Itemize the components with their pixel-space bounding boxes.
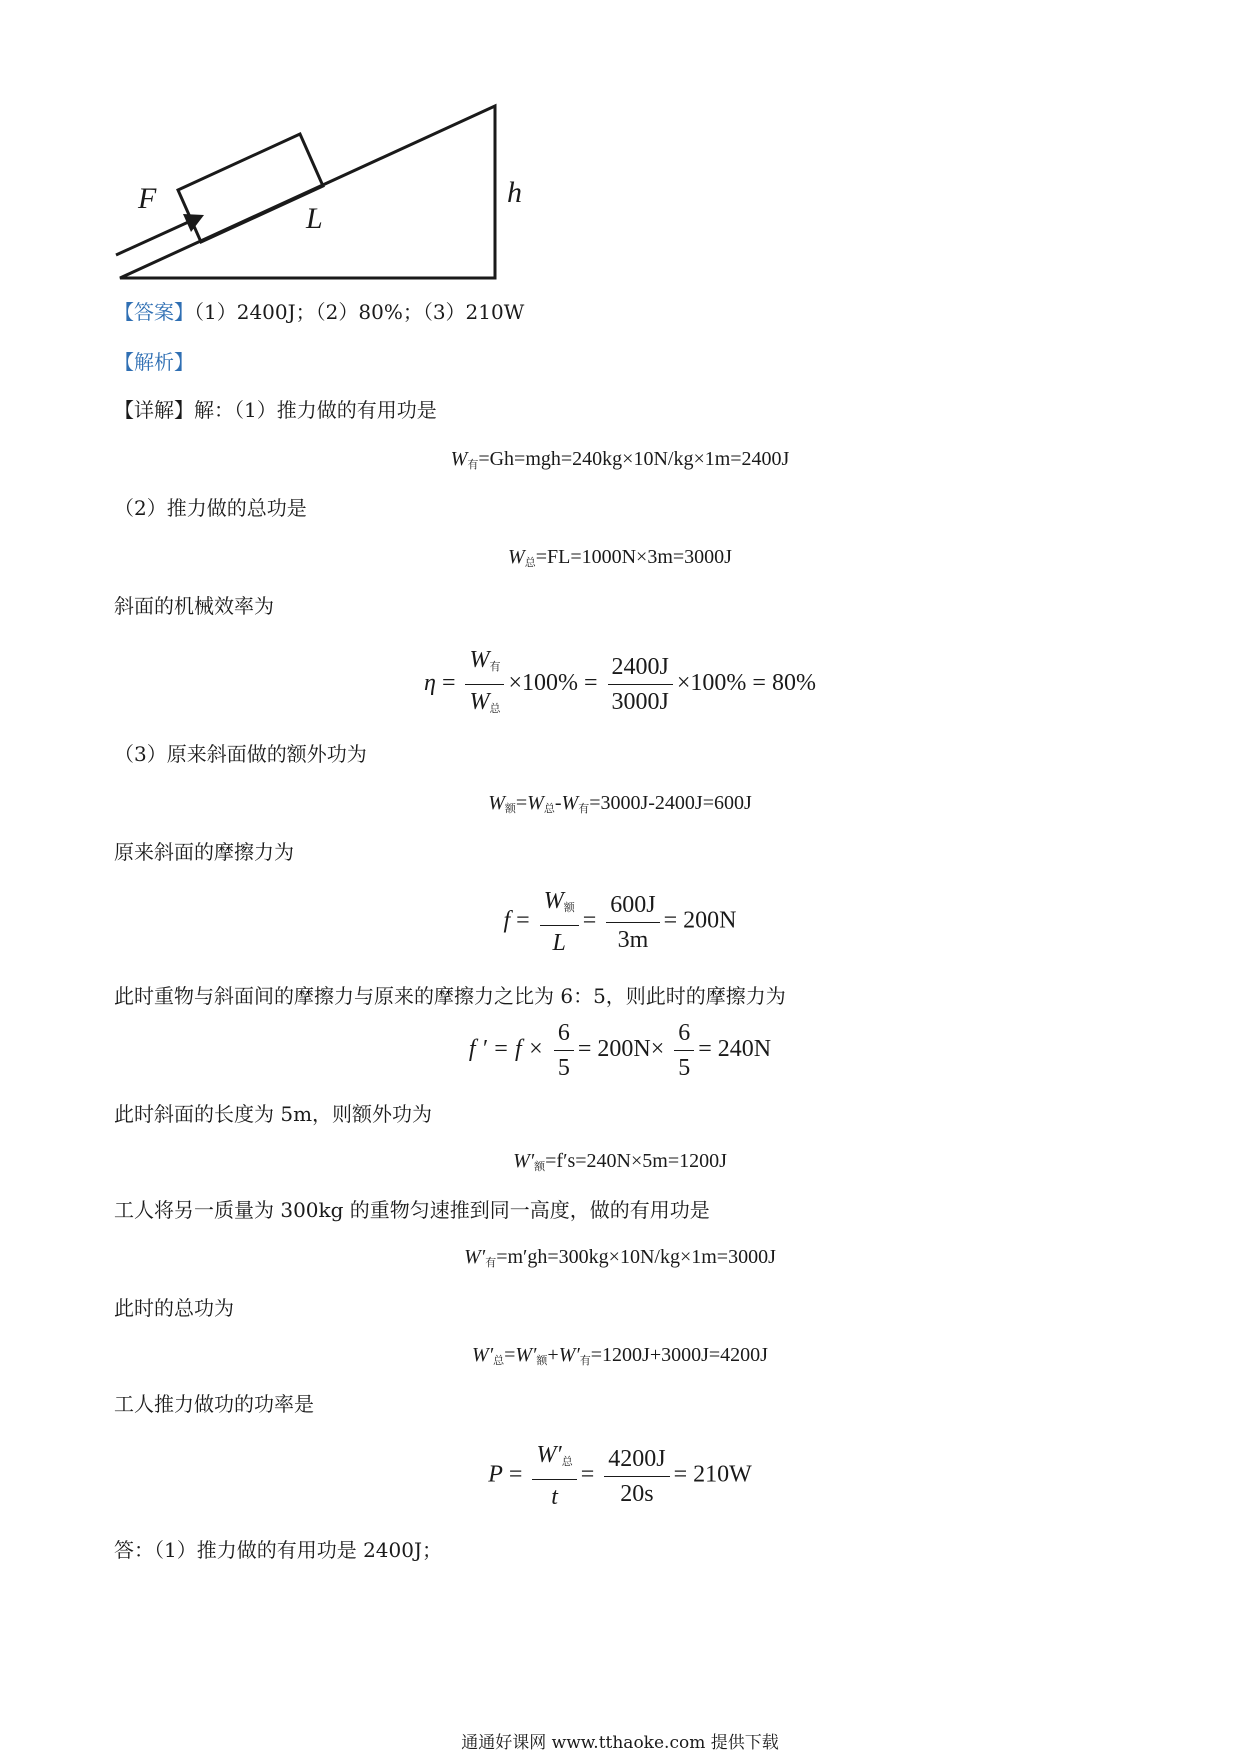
equation-5: f = $\frac{W_额}{L}$ = $\frac{600J}{3m}$ = 200N [503,888,737,956]
analysis-tag: 【解析】 [114,350,194,374]
fraction-600-3: $\frac{600J}{3m}$ [606,890,659,955]
equation-10: P = $\frac{W'_总}{t}$ = $\frac{4200J}{20s}$ = 210W [488,1442,752,1510]
detail-p10: 工人推力做功的功率是 [114,1392,314,1416]
detail-tag: 【详解】 [114,398,194,422]
detail-p4: （3）原来斜面做的额外功为 [114,742,367,766]
fraction-w-ratio: $\frac{W_有}{W_总}$ [465,645,504,724]
equation-2: $W_总=FL=1000N\times 3m=3000J$ [508,546,732,569]
footer-text: 通通好课网 www.tthaoke.com 提供下载 [461,1733,779,1753]
label-F: F [138,182,157,215]
fraction-w-over-t: $\frac{W'_总}{t}$ [532,1440,576,1512]
answer-tag: 【答案】 [114,300,194,324]
fraction-6-5-b: $\frac{6}{5}$ [674,1018,694,1083]
equation-9: $W'_总=W'_额+W'_有=1200J+3000J=4200J$ [472,1344,768,1367]
detail-p6: 此时重物与斜面间的摩擦力与原来的摩擦力之比为 6：5，则此时的摩擦力为 [114,984,786,1008]
detail-p3: 斜面的机械效率为 [114,594,274,618]
equation-7: $W'_额=f's=240N\times 5m=1200J$ [513,1150,727,1173]
equation-8: $W'_有=m'gh=300kg\times 10N/kg\times 1m=3000J$ [464,1246,776,1269]
block [178,134,323,242]
answer-text: （1）2400J；（2）80%；（3）210W [194,300,525,324]
fraction-values: $\frac{2400J}{3000J}$ [608,652,673,717]
fraction-w-over-L: $\frac{W_额}{L}$ [540,886,579,958]
detail-p1: 解：（1）推力做的有用功是 [194,398,437,422]
equation-3: η = $\frac{W_有}{W_总}$ ×100% = $\frac{2400J}{3000J}$ ×100% = 80% [0,645,1240,724]
incline-figure [100,90,540,290]
fraction-4200-20: $\frac{4200J}{20s}$ [604,1444,669,1509]
label-L: L [306,202,323,235]
detail-p2: （2）推力做的总功是 [114,496,307,520]
equation-4: $W_额=W_总-W_有=3000J-2400J=600J$ [488,792,752,815]
detail-line-1 [114,396,437,424]
answer-line [114,298,524,326]
label-h: h [507,176,522,209]
detail-p8: 工人将另一质量为 300kg 的重物匀速推到同一高度，做的有用功是 [114,1198,710,1222]
detail-p11: 答：（1）推力做的有用功是 2400J； [114,1538,442,1562]
equation-1: $W_有=Gh=mgh=240kg\times 10N/kg\times 1m=2400J$ [450,448,790,471]
detail-p5: 原来斜面的摩擦力为 [114,840,294,864]
fraction-6-5-a: $\frac{6}{5}$ [554,1018,574,1083]
detail-p9: 此时的总功为 [114,1296,234,1320]
equation-6: f ′ = f × $\frac{6}{5}$ = 200N× $\frac{6}{5}$ = 240N [468,1020,772,1081]
detail-p7: 此时斜面的长度为 5m，则额外功为 [114,1102,433,1126]
